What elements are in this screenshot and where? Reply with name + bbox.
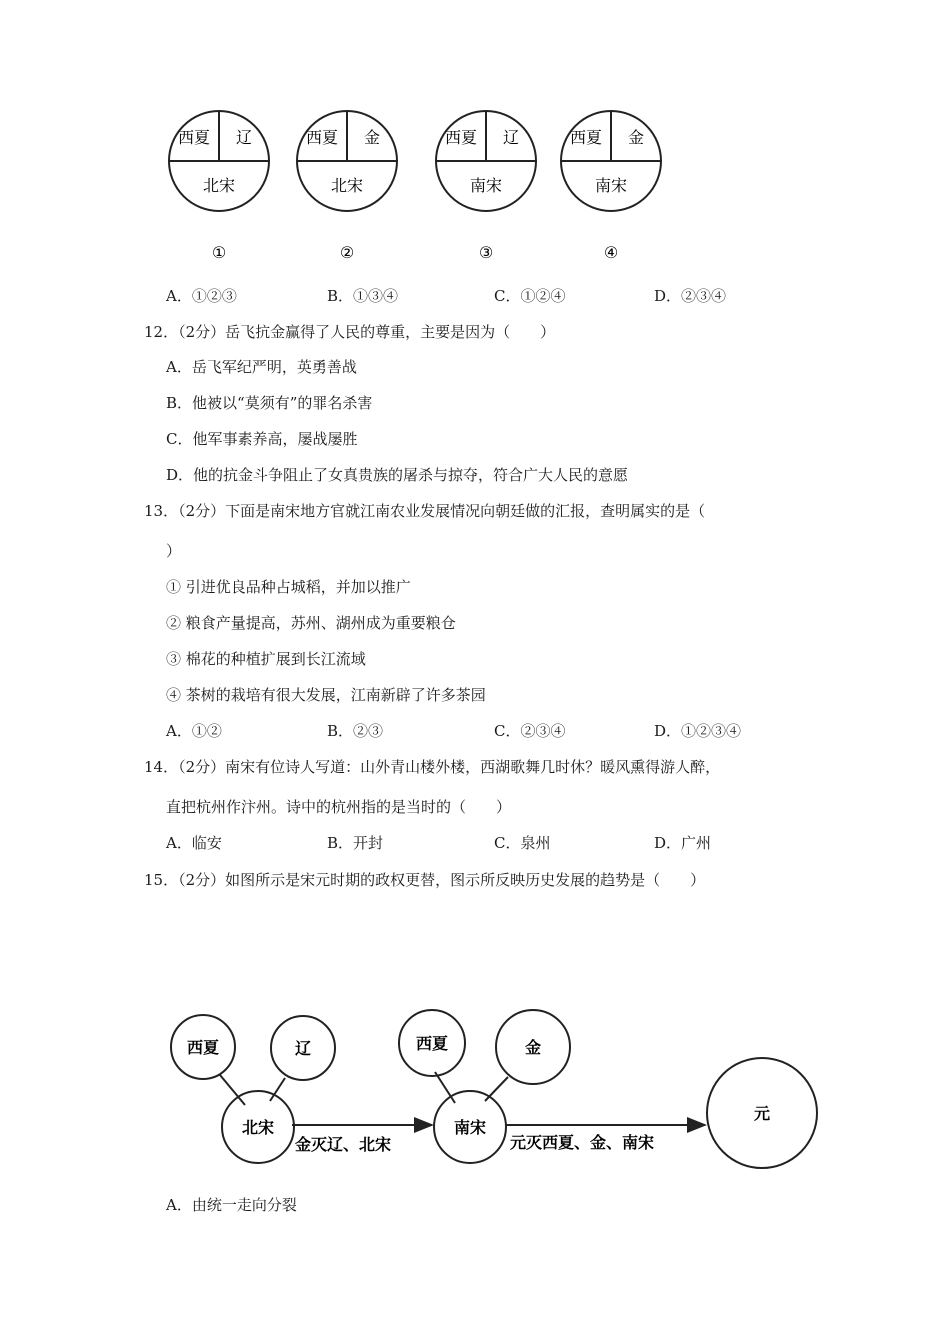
q15-stem: 15．（2分）如图所示是宋元时期的政权更替，图示所反映历史发展的趋势是（ ） (144, 871, 706, 889)
svg-text:北宋: 北宋 (241, 1118, 275, 1137)
connector-jin-nansong (485, 1077, 508, 1101)
node-liao (271, 1016, 335, 1080)
q14-option-c[interactable]: C．泉州 (494, 834, 551, 852)
circle-4-number: ④ (603, 243, 619, 262)
q12-option-c[interactable]: C．他军事素养高，屡战屡胜 (166, 430, 358, 448)
node-xixia-2 (399, 1010, 465, 1076)
q11-circles-figure (150, 110, 690, 270)
node-nansong (434, 1091, 506, 1163)
q11-circle-3 (436, 111, 536, 262)
q14-option-a[interactable]: A．临安 (166, 834, 222, 852)
circle-3-top-right: 辽 (502, 128, 520, 147)
q13-item-3: ③ 棉花的种植扩展到长江流域 (166, 650, 366, 668)
svg-text:元: 元 (753, 1104, 771, 1123)
circle-3-top-left: 西夏 (444, 128, 478, 147)
q13-option-a[interactable]: A．①② (166, 722, 222, 740)
q11-circle-2 (297, 111, 397, 262)
q13-item-1: ① 引进优良品种占城稻，并加以推广 (166, 578, 411, 596)
q15-option-a[interactable]: A．由统一走向分裂 (166, 1196, 297, 1214)
q12-option-a[interactable]: A．岳飞军纪严明，英勇善战 (166, 358, 357, 376)
svg-text:西夏: 西夏 (186, 1038, 220, 1057)
circle-2-top-left: 西夏 (305, 128, 339, 147)
node-xixia-1 (171, 1015, 235, 1079)
circle-4-top-left: 西夏 (569, 128, 603, 147)
circle-4-bottom: 南宋 (594, 176, 628, 195)
q13-option-d[interactable]: D．①②③④ (654, 722, 742, 740)
q12-stem: 12．（2分）岳飞抗金赢得了人民的尊重，主要是因为（ ） (144, 323, 556, 341)
circle-2-top-right: 金 (363, 128, 381, 147)
circle-1-top-right: 辽 (235, 128, 253, 147)
connector-xixia-nansong (435, 1072, 455, 1103)
arrow-label-2: 元灭西夏、金、南宋 (510, 1133, 655, 1152)
circle-1-top-left: 西夏 (177, 128, 211, 147)
q11-option-d[interactable]: D．②③④ (654, 287, 727, 305)
node-jin (496, 1010, 570, 1084)
circle-1-bottom: 北宋 (202, 176, 236, 195)
q13-option-b[interactable]: B．②③ (327, 722, 384, 740)
q14-option-d[interactable]: D．广州 (654, 834, 712, 852)
circle-3-bottom: 南宋 (469, 176, 503, 195)
node-beisong (222, 1091, 294, 1163)
q13-stem-line-2: ） (166, 542, 182, 560)
node-yuan (707, 1058, 817, 1168)
svg-text:金: 金 (524, 1038, 542, 1057)
q13-item-4: ④ 茶树的栽培有很大发展，江南新辟了许多茶园 (166, 686, 486, 704)
q12-option-b[interactable]: B．他被以“莫须有”的罪名杀害 (166, 394, 373, 412)
q11-circle-4 (561, 111, 661, 262)
q14-option-b[interactable]: B．开封 (327, 834, 384, 852)
q13-item-2: ② 粮食产量提高，苏州、湖州成为重要粮仓 (166, 614, 456, 632)
q11-option-c[interactable]: C．①②④ (494, 287, 566, 305)
q13-stem-line-1: 13．（2分）下面是南宋地方官就江南农业发展情况向朝廷做的汇报，查明属实的是（ (144, 502, 706, 520)
q11-option-a[interactable]: A．①②③ (166, 287, 237, 305)
q14-stem-line-2: 直把杭州作汴州。诗中的杭州指的是当时的（ ） (166, 798, 512, 816)
q13-option-c[interactable]: C．②③④ (494, 722, 566, 740)
svg-text:南宋: 南宋 (453, 1118, 487, 1137)
circle-3-number: ③ (478, 243, 494, 262)
q11-circle-1 (169, 111, 269, 262)
q15-dynasty-diagram (150, 1005, 830, 1185)
svg-text:辽: 辽 (294, 1039, 312, 1058)
svg-text:西夏: 西夏 (415, 1034, 449, 1053)
circle-4-top-right: 金 (627, 128, 645, 147)
circle-1-number: ① (211, 243, 227, 262)
circle-2-bottom: 北宋 (330, 176, 364, 195)
q14-stem-line-1: 14．（2分）南宋有位诗人写道：山外青山楼外楼，西湖歌舞几时休？暖风熏得游人醉， (144, 758, 721, 776)
arrow-label-1: 金灭辽、北宋 (295, 1135, 392, 1154)
circle-2-number: ② (339, 243, 355, 262)
q11-option-b[interactable]: B．①③④ (327, 287, 399, 305)
q12-option-d[interactable]: D．他的抗金斗争阻止了女真贵族的屠杀与掠夺，符合广大人民的意愿 (166, 466, 629, 484)
